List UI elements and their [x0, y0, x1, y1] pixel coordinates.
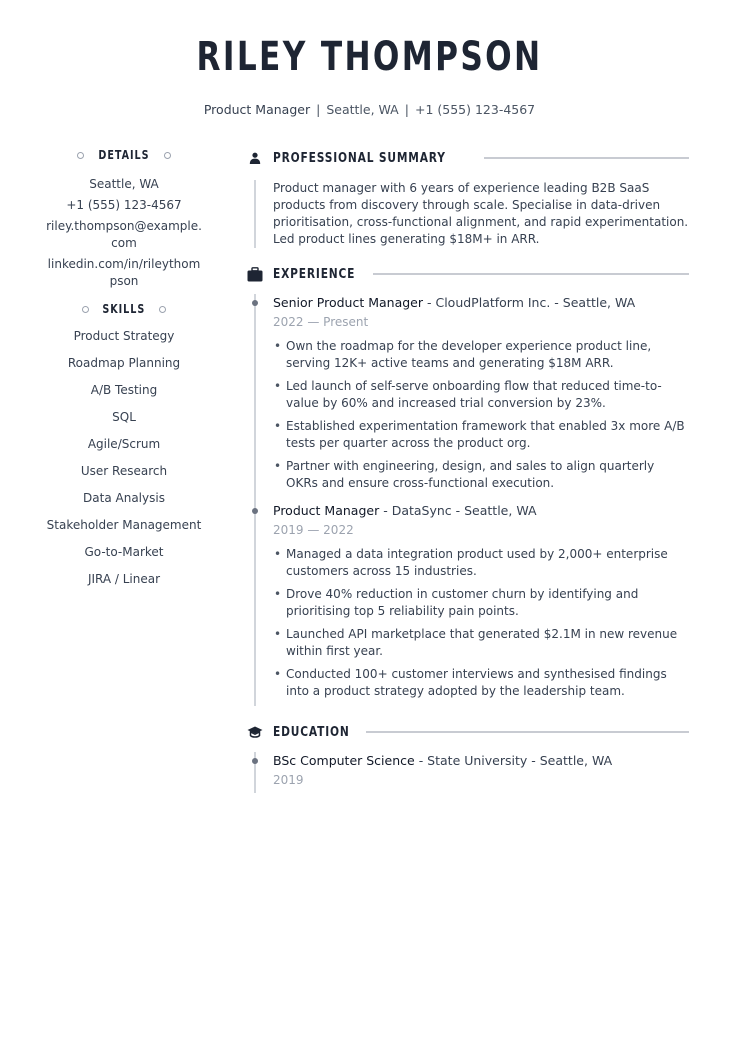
job-company: - CloudPlatform Inc. - Seattle, WA: [423, 295, 636, 310]
sidebar: [46, 148, 202, 598]
skills-list: [46, 328, 202, 598]
skill-item: SQL: [112, 410, 136, 424]
summary-heading: [246, 148, 689, 168]
skill-item: Agile/Scrum: [87, 437, 161, 451]
details-title: DETAILS: [98, 148, 150, 162]
bullet-item: • Managed a data integration product used by 2,000+ enterprise customers across 15 industries.: [273, 546, 689, 580]
job-dates: 2022 — Present: [273, 315, 369, 329]
header-contact-line: [0, 102, 739, 117]
skill-item: User Research: [80, 464, 168, 478]
section-divider: [373, 273, 689, 275]
details-list: [46, 176, 202, 290]
details-heading: [46, 148, 202, 162]
summary-text: Product manager with 6 years of experience leading B2B SaaS products from discovery through scale. Specialise in data-driven prioritisation, cross-functional alignment, and rapid experimentation. Led product lines generating $18M+ in ARR.: [254, 180, 689, 248]
experience-heading: [246, 264, 689, 284]
person-icon: [246, 149, 264, 167]
detail-phone: +1 (555) 123-4567: [66, 198, 182, 212]
candidate-name: RILEY THOMPSON: [196, 34, 543, 80]
job-bullets: [273, 546, 689, 706]
education-year: 2019: [273, 773, 304, 787]
timeline-dot: [252, 508, 258, 514]
skill-item: Stakeholder Management: [46, 518, 202, 532]
graduation-cap-icon: [246, 723, 264, 741]
education-entry: [273, 752, 689, 789]
circle-icon: [164, 152, 171, 159]
experience-title: EXPERIENCE: [273, 266, 356, 282]
skill-item: Roadmap Planning: [67, 356, 181, 370]
job-entry: [273, 502, 689, 706]
education-title-line: [273, 752, 689, 770]
bullet-item: • Established experimentation framework that enabled 3x more A/B tests per quarter across the product org.: [273, 418, 689, 452]
job-title: [273, 502, 689, 520]
timeline-dot: [252, 758, 258, 764]
skill-item: A/B Testing: [90, 383, 158, 397]
circle-icon: [77, 152, 84, 159]
job-position: Senior Product Manager: [273, 295, 424, 310]
education-timeline: [254, 752, 689, 793]
skill-item: Product Strategy: [73, 329, 175, 343]
job-company: - DataSync - Seattle, WA: [379, 503, 537, 518]
bullet-item: • Led launch of self-serve onboarding flow that reduced time-to-value by 60% and increased trial conversion by 23%.: [273, 378, 689, 412]
education-school: - State University - Seattle, WA: [414, 753, 613, 768]
bullet-item: • Conducted 100+ customer interviews and synthesised findings into a product strategy adopted by the leadership team.: [273, 666, 689, 706]
section-divider: [484, 157, 689, 159]
header-location: Seattle, WA: [326, 102, 399, 117]
job-position: Product Manager: [273, 503, 380, 518]
bullet-item: • Own the roadmap for the developer experience product line, serving 12K+ active teams and generating $18M ARR.: [273, 338, 689, 372]
circle-icon: [82, 306, 89, 313]
bullet-item: • Launched API marketplace that generated $2.1M in new revenue within first year.: [273, 626, 689, 660]
bullet-item: • Partner with engineering, design, and sales to align quarterly OKRs and ensure cross-functional execution.: [273, 458, 689, 492]
detail-location: Seattle, WA: [89, 177, 159, 191]
section-divider: [366, 731, 689, 733]
job-dates: 2019 — 2022: [273, 523, 354, 537]
timeline-dot: [252, 300, 258, 306]
skill-item: Data Analysis: [83, 491, 165, 505]
header-phone: +1 (555) 123-4567: [414, 102, 536, 117]
education-heading: [246, 722, 689, 742]
skill-item: JIRA / Linear: [87, 572, 161, 586]
summary-title: PROFESSIONAL SUMMARY: [273, 150, 446, 166]
detail-linkedin[interactable]: linkedin.com/in/rileythompson: [47, 257, 201, 288]
separator: |: [316, 102, 321, 117]
bullet-item: • Drove 40% reduction in customer churn by identifying and prioritising top 5 reliability pain points.: [273, 586, 689, 620]
circle-icon: [159, 306, 166, 313]
education-degree: BSc Computer Science: [273, 753, 415, 768]
job-bullets: [273, 338, 689, 492]
job-role: Product Manager: [203, 102, 311, 117]
skills-title: SKILLS: [102, 302, 146, 316]
job-entry: [273, 294, 689, 492]
separator: |: [404, 102, 409, 117]
briefcase-icon: [246, 265, 264, 283]
education-title: EDUCATION: [273, 724, 350, 740]
skills-heading: [46, 302, 202, 316]
detail-email[interactable]: riley.thompson@example.com: [46, 219, 202, 250]
job-title: [273, 294, 689, 312]
experience-timeline: [254, 294, 689, 706]
skill-item: Go-to-Market: [84, 545, 164, 559]
main-column: [246, 148, 689, 793]
